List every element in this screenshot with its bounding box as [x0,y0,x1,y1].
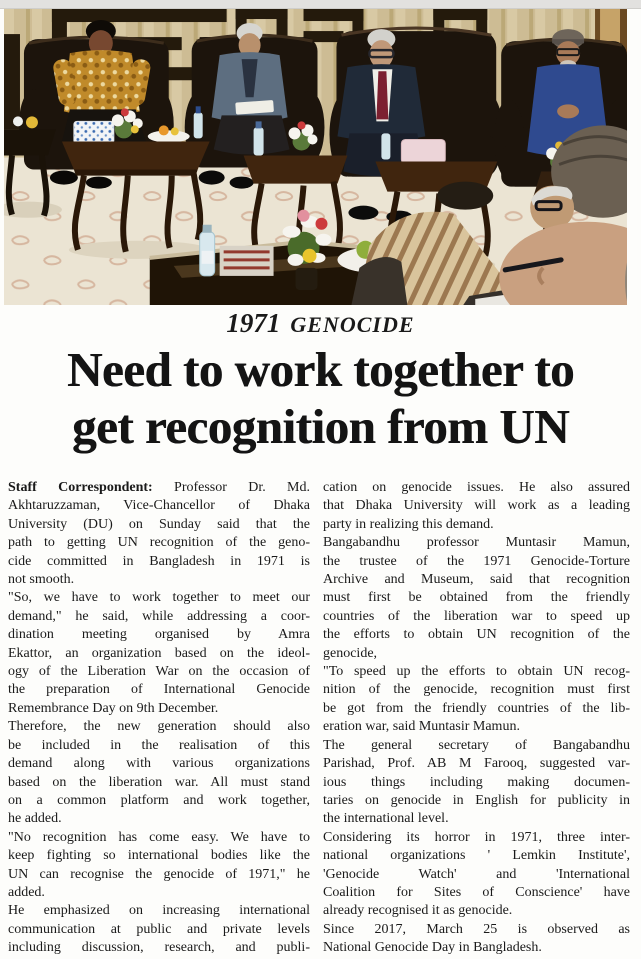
article-line: demand along with various organizations [8,756,310,772]
article-line: Archive and Museum, said that recognition [323,572,630,588]
article-line: the trustee of the 1971 Genocide-Torture [323,553,630,569]
article-line: based on the liberation war. All must stand [8,774,310,790]
article-line: the preparation of International Genocide [8,682,310,698]
article-line: dination meeting organised by Amra [8,627,310,643]
article-line: not smooth. [8,572,75,588]
article-line: added. [8,884,45,900]
article-line: "So, we have to work together to meet our [8,590,310,606]
article-line: already recognised it as genocide. [323,903,513,919]
article-line: keep fighting so international bodies like the [8,848,310,864]
byline-label: Staff Correspondent: [8,480,153,495]
article-line: be included in the realisation of this [8,737,310,753]
article-line: eration war, said Muntasir Mamun. [323,719,520,735]
article-line: Ekattor, an organization based on the ideol- [8,645,310,661]
article-line: that Dhaka University will work as a leading [323,498,630,514]
article-line: demand," he said, while addressing a coor- [8,608,310,624]
article-line: He emphasized on increasing international [8,903,310,919]
meeting-photo [4,9,627,305]
article-line: the international level. [323,811,449,827]
headline [0,341,641,455]
article-line: the efforts to obtain UN recognition of the [323,627,630,643]
article-line: taries on genocide in English for publicity in [323,792,630,808]
article-line: be got from the friendly countries of the lib- [323,700,630,716]
article-line: cation on genocide issues. He also assured [323,480,630,495]
article-line: cide committed in Bangladesh in 1971 is [8,553,310,569]
meeting-photo-illustration [4,9,627,305]
headline-line-1: Need to work together to [67,342,574,397]
article-line: "No recognition has come easy. We have to [8,829,310,845]
clipping-top-edge [0,0,641,9]
kicker-year: 1971 [226,308,281,338]
article-line: communication at public and private levels [8,921,310,937]
article-line: "To speed up the efforts to obtain UN recog- [323,664,630,680]
article-line: Remembrance Day on 9th December. [8,700,219,716]
dark-hair-head [437,182,493,210]
headline-line-2: get recognition from UN [72,399,569,454]
article-line: national organizations ' Lemkin Institute', [323,848,630,864]
article-line: Since 2017, March 25 is observed as [323,921,630,937]
article-line: National Genocide Day in Bangladesh. [323,940,542,956]
article-line: Parishad, Prof. AB M Farooq, suggested var- [323,756,630,772]
article-column-right [323,479,630,958]
article-line: UN can recognise the genocide of 1971," he [8,866,310,882]
article-line: genocide, [323,645,378,661]
article-line: on a common platform and work together, [8,792,310,808]
kicker [0,308,641,339]
article-line: Coalition for Sites of Conscience' have [323,884,630,900]
article-line: ious things including making documen- [323,774,630,790]
article-line: Bangabandhu professor Muntasir Mamun, [323,535,630,551]
glasses-profile-man [530,186,574,230]
article-line: path to getting UN recognition of the geno- [8,535,310,551]
article-line: must first be obtained from the friendly [323,590,630,606]
article-line: The general secretary of Bangabandhu [323,737,630,753]
kicker-label: GENOCIDE [290,312,415,337]
article-body [0,479,641,959]
article-line: countries of the liberation war to speed up [323,608,630,624]
article-line: Considering its horror in 1971, three inter- [323,829,630,845]
article-line: Akhtaruzzaman, Vice-Chancellor of Dhaka [8,498,310,514]
article-line: party in realizing this demand. [323,516,494,532]
article-line: University (DU) on Sunday said that the [8,516,310,532]
article-line: Staff Correspondent: Professor Dr. Md. [8,480,310,495]
article-line: including discussion, research, and publi- [8,940,310,956]
article-line: he added. [8,811,62,827]
article-column-left [8,479,310,958]
article-line: ogy of the Liberation War on the occasion of [8,664,310,680]
article-line: Therefore, the new generation should also [8,719,310,735]
article-line: nition of the genocide, recognition must first [323,682,630,698]
article-line: 'Genocide Watch' and 'International [323,866,630,882]
